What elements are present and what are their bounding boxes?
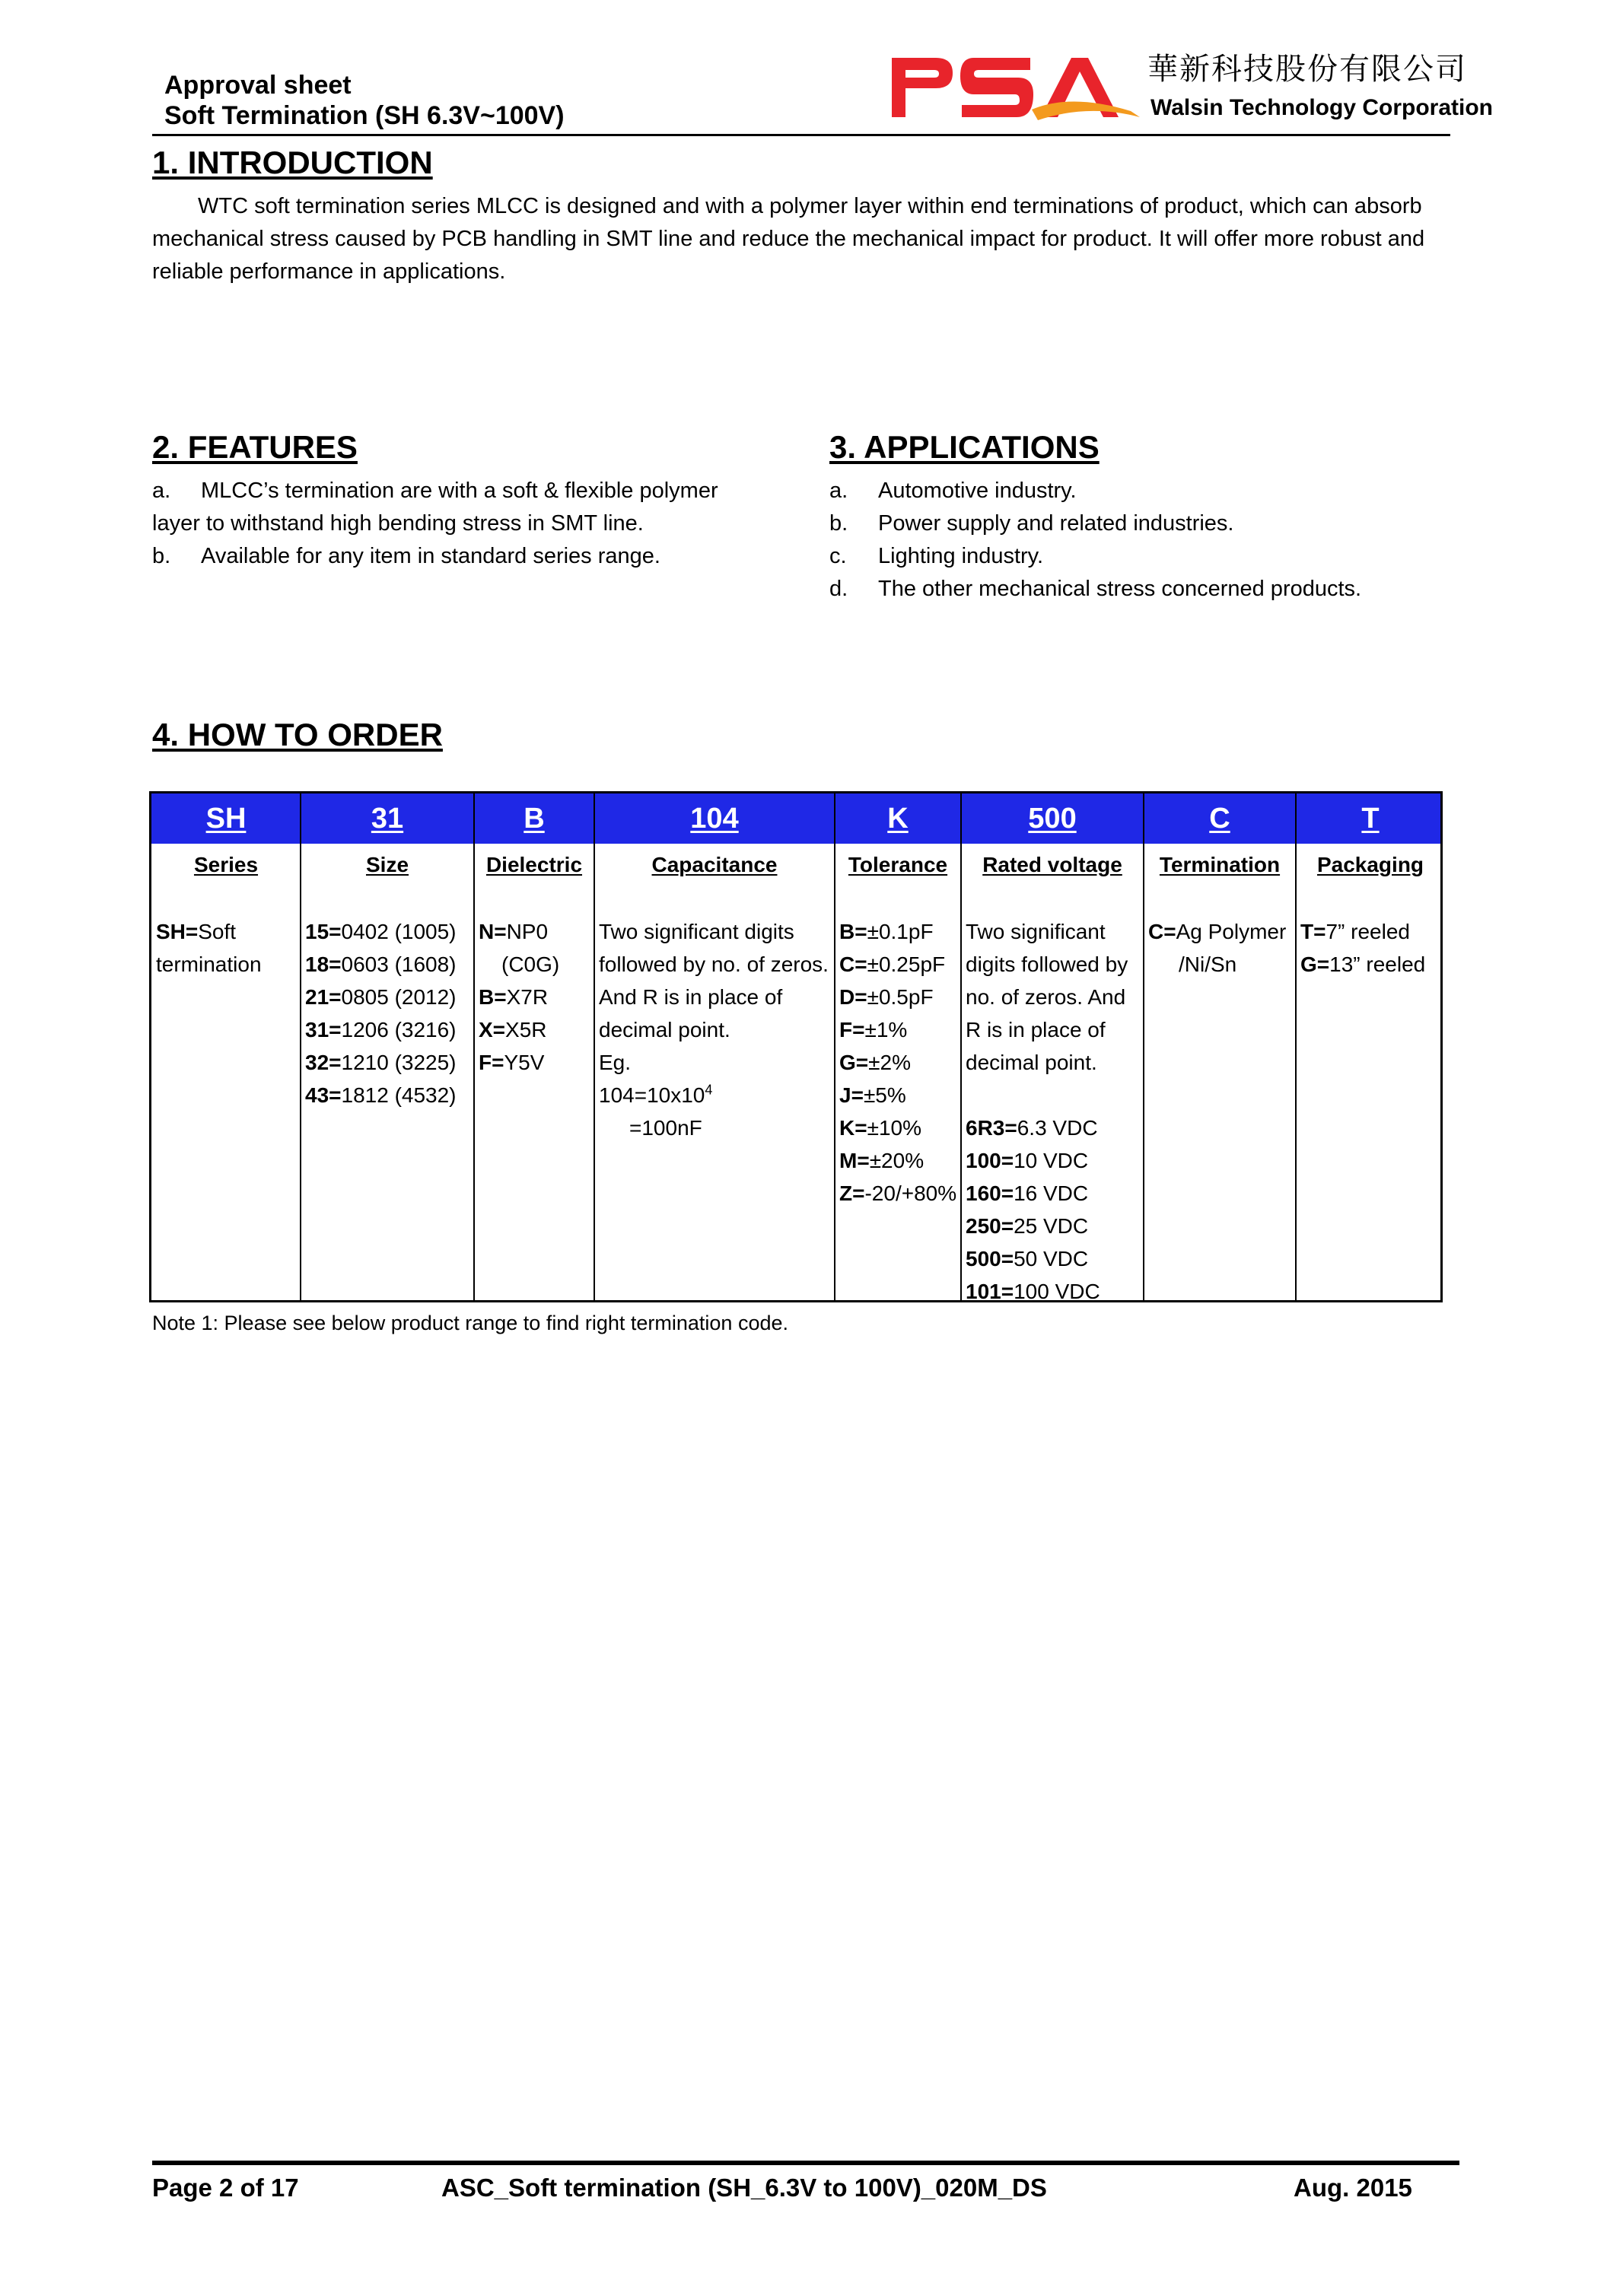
list-marker: b. [152, 544, 171, 568]
tolerance-item: F=±1% [839, 1018, 908, 1041]
voltage-item: 160=16 VDC [966, 1181, 1089, 1205]
features-item [152, 540, 761, 573]
cell-size [305, 915, 473, 1111]
applications-item [829, 475, 1453, 507]
tolerance-item: C=±0.25pF [839, 952, 946, 976]
applications-list [829, 475, 1453, 606]
intro-paragraph: WTC soft termination series MLCC is designed and with a polymer layer within end terminations of product, which can absorb mechanical stress caused by PCB handling in SMT line and reduce the mechanical impact for product. It will offer more robust and reliable performance in applications. [152, 194, 1425, 284]
cell-dielectric [479, 915, 593, 1079]
list-text: Automotive industry. [878, 479, 1077, 503]
tolerance-item: K=±10% [839, 1116, 921, 1140]
voltage-item: 250=25 VDC [966, 1214, 1089, 1238]
capacitance-line: Two significant digits [599, 920, 794, 943]
tolerance-item: J=±5% [839, 1083, 906, 1107]
list-marker: a. [152, 479, 171, 503]
dielectric-item: N=NP0 [479, 920, 549, 943]
size-item: 43=1812 (4532) [305, 1083, 457, 1107]
tolerance-item: G=±2% [839, 1051, 911, 1074]
header-tolerance: Tolerance [848, 853, 948, 876]
voltage-line: digits followed by [966, 952, 1128, 976]
code-series: SH [205, 803, 247, 835]
capacitance-line: decimal point. [599, 1018, 730, 1041]
psa-logo [889, 50, 1141, 125]
voltage-item: 6R3=6.3 VDC [966, 1116, 1098, 1140]
cell-termination [1148, 915, 1294, 981]
company-name-chinese: 華新科技股份有限公司 [1147, 52, 1467, 87]
code-dielectric: B [524, 803, 545, 835]
cell-rated-voltage [966, 915, 1142, 1308]
header-termination: Termination [1159, 853, 1281, 876]
header-packaging: Packaging [1316, 853, 1424, 876]
header-dielectric: Dielectric [485, 853, 583, 876]
footer-document-id: ASC_Soft termination (SH_6.3V to 100V)_020M_DS [441, 2174, 1047, 2202]
list-marker: a. [829, 479, 848, 503]
list-text: MLCC’s termination are with a soft & flexible polymer layer to withstand high bending stress in SMT line. [152, 479, 718, 536]
voltage-line: decimal point. [966, 1051, 1097, 1074]
size-item: 21=0805 (2012) [305, 985, 457, 1009]
list-text: Lighting industry. [878, 544, 1044, 568]
list-text: The other mechanical stress concerned products. [878, 577, 1362, 601]
code-tolerance: K [887, 803, 909, 835]
header-title-line1: Approval sheet [164, 71, 352, 100]
features-item [152, 475, 761, 540]
list-marker: c. [829, 544, 847, 568]
tolerance-item: Z=-20/+80% [839, 1181, 957, 1205]
footer-date: Aug. 2015 [1294, 2174, 1412, 2202]
voltage-spacer [966, 1079, 1142, 1111]
voltage-line: R is in place of [966, 1018, 1106, 1041]
list-text: Power supply and related industries. [878, 511, 1234, 536]
series-line2: termination [156, 952, 262, 976]
header-rule [152, 134, 1450, 136]
packaging-item: G=13” reeled [1300, 952, 1426, 976]
header-capacitance: Capacitance [651, 853, 778, 876]
header-size: Size [365, 853, 409, 876]
tolerance-item: M=±20% [839, 1149, 925, 1172]
termination-line1: Ag Polymer [1176, 920, 1287, 943]
tolerance-item: D=±0.5pF [839, 985, 934, 1009]
size-item: 32=1210 (3225) [305, 1051, 457, 1074]
series-line1: Soft [198, 920, 237, 943]
header-title [164, 70, 565, 131]
order-code-table [149, 791, 1443, 1302]
voltage-line: no. of zeros. And [966, 985, 1126, 1009]
applications-item [829, 573, 1453, 606]
header-series: Series [193, 853, 259, 876]
dielectric-item: B=X7R [479, 985, 549, 1009]
dielectric-sub: (C0G) [501, 952, 560, 976]
tolerance-item: B=±0.1pF [839, 920, 934, 943]
cell-tolerance [839, 915, 960, 1210]
size-item: 15=0402 (1005) [305, 920, 457, 943]
company-name-english: Walsin Technology Corporation [1150, 95, 1493, 120]
order-note: Note 1: Please see below product range to find right termination code. [152, 1312, 788, 1334]
capacitance-example: $104=10x10^4$ [599, 1082, 713, 1107]
header-rated-voltage: Rated voltage [982, 853, 1122, 876]
cell-capacitance [599, 915, 833, 1144]
capacitance-line: And R is in place of [599, 985, 783, 1009]
applications-item [829, 507, 1453, 540]
list-marker: b. [829, 511, 848, 536]
cell-series [156, 915, 299, 981]
code-rated-voltage: 500 [1028, 803, 1077, 835]
termination-line2: /Ni/Sn [1179, 952, 1237, 976]
capacitance-result: =100nF [629, 1116, 702, 1140]
packaging-item: T=7” reeled [1300, 920, 1410, 943]
size-item: 31=1206 (3216) [305, 1018, 457, 1041]
header-title-line2: Soft Termination (SH 6.3V~100V) [164, 101, 565, 130]
size-item: 18=0603 (1608) [305, 952, 457, 976]
code-size: 31 [371, 803, 404, 835]
code-packaging: T [1361, 803, 1380, 835]
capacitance-line: Eg. [599, 1051, 632, 1074]
termination-code: C= [1148, 920, 1176, 943]
voltage-item: 100=10 VDC [966, 1149, 1089, 1172]
features-list [152, 475, 761, 573]
features-heading: 2. FEATURES [152, 429, 358, 465]
applications-item [829, 540, 1453, 573]
applications-heading: 3. APPLICATIONS [829, 429, 1100, 465]
list-text: Available for any item in standard series range. [201, 544, 660, 568]
voltage-item: 101=100 VDC [966, 1280, 1100, 1303]
code-capacitance: 104 [690, 803, 739, 835]
dielectric-item: X=X5R [479, 1018, 547, 1041]
footer-page-number: Page 2 of 17 [152, 2174, 299, 2202]
dielectric-item: F=Y5V [479, 1051, 545, 1074]
order-heading: 4. HOW TO ORDER [152, 717, 443, 752]
cell-packaging [1300, 915, 1443, 981]
footer-rule [152, 2161, 1459, 2165]
intro-heading: 1. INTRODUCTION [152, 145, 433, 180]
code-termination: C [1209, 803, 1230, 835]
capacitance-line: followed by no. of zeros. [599, 952, 829, 976]
series-code: SH= [156, 920, 199, 943]
list-marker: d. [829, 577, 848, 601]
voltage-item: 500=50 VDC [966, 1247, 1089, 1270]
voltage-line: Two significant [966, 920, 1106, 943]
